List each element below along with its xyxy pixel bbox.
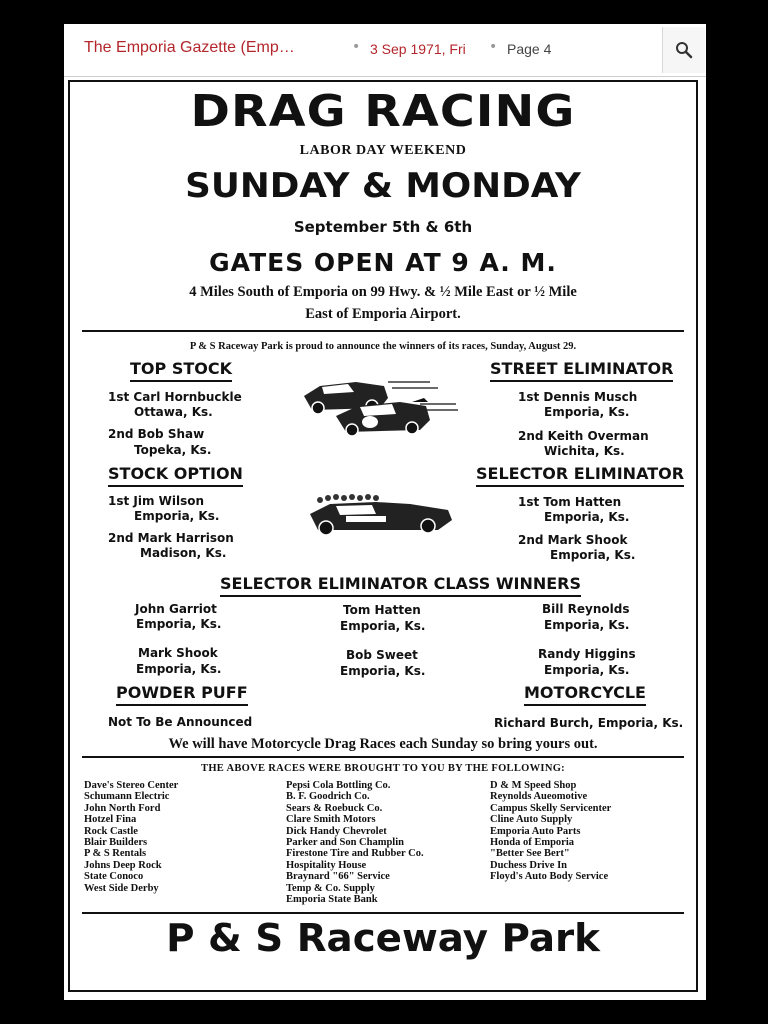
sponsors-column-3: [490, 780, 611, 883]
class-winner-town: Emporia, Ks.: [136, 617, 222, 631]
separator-dot: •: [352, 39, 361, 55]
ad-dates: September 5th & 6th: [293, 218, 473, 236]
ad-directions-1: 4 Miles South of Emporia on 99 Hwy. & ½ Mile East or ½ Mile: [189, 284, 577, 300]
class-winner-name: John Garriot: [135, 602, 217, 616]
drag-racing-ad: [78, 80, 688, 970]
sponsors-column-1: [84, 780, 178, 894]
sponsor-item: Johns Deep Rock: [84, 859, 162, 871]
sponsor-item: Floyd's Auto Body Service: [490, 871, 609, 883]
sponsor-item: Dave's Stereo Center: [84, 780, 179, 791]
sponsor-item: Emporia State Bank: [286, 893, 378, 905]
sponsor-item: Temp & Co. Supply: [286, 882, 375, 894]
sponsors-heading: THE ABOVE RACES WERE BROUGHT TO YOU BY THE FOLLOWING:: [201, 763, 565, 774]
sponsor-item: Blair Builders: [84, 836, 148, 848]
class-winner-name: Tom Hatten: [343, 603, 421, 617]
sponsor-item: State Conoco: [84, 871, 144, 883]
sponsor-item: D & M Speed Shop: [490, 780, 577, 791]
stock-option-first-name: 1st Jim Wilson: [108, 494, 205, 508]
page-number[interactable]: Page 4: [507, 41, 552, 57]
ad-gates-open: GATES OPEN AT 9 A. M.: [209, 248, 557, 277]
divider: [82, 912, 684, 914]
selector-eliminator-second-town: Emporia, Ks.: [550, 548, 636, 562]
top-stock-first-name: 1st Carl Hornbuckle: [108, 390, 242, 404]
sponsor-item: Pepsi Cola Bottling Co.: [286, 780, 391, 791]
sponsor-item: Firestone Tire and Rubber Co.: [286, 848, 424, 860]
viewer-toolbar: [64, 24, 706, 77]
ad-directions-2: East of Emporia Airport.: [305, 306, 461, 322]
divider: [82, 330, 684, 332]
sponsor-item: Campus Skelly Servicenter: [490, 802, 612, 814]
street-eliminator-second-name: 2nd Keith Overman: [518, 429, 649, 443]
street-eliminator-first-name: 1st Dennis Musch: [518, 390, 638, 404]
sponsor-item: Hospitality House: [286, 859, 367, 871]
sponsor-item: Braynard "66" Service: [286, 871, 390, 883]
sponsor-item: "Better See Bert": [490, 848, 570, 860]
stock-option-heading: STOCK OPTION: [108, 464, 243, 487]
selector-eliminator-heading: SELECTOR ELIMINATOR: [476, 464, 684, 487]
sponsor-item: Clare Smith Motors: [286, 814, 376, 826]
selector-eliminator-second-name: 2nd Mark Shook: [518, 533, 628, 547]
ad-announcement: P & S Raceway Park is proud to announce the winners of its races, Sunday, August 29.: [189, 341, 577, 352]
sponsor-item: West Side Derby: [84, 882, 159, 894]
motorcycle-note: We will have Motorcycle Drag Races each Sunday so bring yours out.: [168, 736, 598, 752]
top-stock-second-name: 2nd Bob Shaw: [108, 427, 205, 441]
race-cars-illustration: [300, 376, 460, 442]
class-winner-name: Bob Sweet: [346, 648, 418, 662]
issue-date-link[interactable]: 3 Sep 1971, Fri: [370, 41, 466, 57]
stock-option-second-town: Madison, Ks.: [140, 546, 227, 560]
stock-option-second-name: 2nd Mark Harrison: [108, 531, 234, 545]
sponsor-item: Cline Auto Supply: [490, 814, 573, 826]
top-stock-first-town: Ottawa, Ks.: [134, 405, 213, 419]
sponsor-item: Dick Handy Chevrolet: [286, 825, 387, 837]
ad-headline: DRAG RACING: [190, 86, 576, 137]
sponsor-item: Parker and Son Champlin: [286, 836, 404, 848]
class-winner-name: Randy Higgins: [538, 647, 636, 661]
sponsor-item: Honda of Emporia: [490, 836, 575, 848]
ad-days: SUNDAY & MONDAY: [185, 166, 581, 206]
street-eliminator-heading: STREET ELIMINATOR: [490, 359, 673, 382]
class-winner-town: Emporia, Ks.: [136, 662, 222, 676]
class-winners-heading: SELECTOR ELIMINATOR CLASS WINNERS: [220, 574, 581, 597]
sponsor-item: P & S Rentals: [84, 848, 147, 860]
sponsor-item: B. F. Goodrich Co.: [286, 791, 370, 803]
stock-option-first-town: Emporia, Ks.: [134, 509, 220, 523]
separator-dot: •: [489, 39, 498, 55]
sponsor-item: Rock Castle: [84, 825, 138, 837]
sponsor-item: Sears & Roebuck Co.: [286, 802, 383, 814]
selector-eliminator-first-town: Emporia, Ks.: [544, 510, 630, 524]
sponsor-item: John North Ford: [84, 802, 161, 814]
dragster-illustration: [306, 488, 456, 536]
class-winner-town: Emporia, Ks.: [544, 618, 630, 632]
class-winner-town: Emporia, Ks.: [340, 664, 426, 678]
top-stock-heading: TOP STOCK: [130, 359, 232, 382]
sponsor-item: Schumann Electric: [84, 791, 170, 803]
selector-eliminator-first-name: 1st Tom Hatten: [518, 495, 622, 509]
divider: [82, 756, 684, 758]
search-icon: [663, 27, 705, 73]
class-winner-name: Bill Reynolds: [542, 602, 630, 616]
street-eliminator-second-town: Wichita, Ks.: [544, 444, 625, 458]
powder-puff-text: Not To Be Announced: [108, 715, 253, 729]
sponsor-item: Reynolds Aueomotive: [490, 791, 588, 803]
sponsor-item: Hotzel Fina: [84, 814, 137, 826]
street-eliminator-first-town: Emporia, Ks.: [544, 405, 630, 419]
sponsor-item: Duchess Drive In: [490, 859, 568, 871]
motorcycle-heading: MOTORCYCLE: [524, 683, 646, 706]
class-winner-town: Emporia, Ks.: [544, 663, 630, 677]
powder-puff-heading: POWDER PUFF: [116, 683, 248, 706]
sponsors-column-2: [286, 780, 424, 905]
sponsor-item: Emporia Auto Parts: [490, 825, 581, 837]
ad-subhead: LABOR DAY WEEKEND: [299, 143, 467, 158]
newspaper-title-link[interactable]: The Emporia Gazette (Emp…: [84, 39, 295, 56]
motorcycle-text: Richard Burch, Emporia, Ks.: [494, 716, 684, 730]
search-button[interactable]: [662, 27, 705, 73]
class-winner-town: Emporia, Ks.: [340, 619, 426, 633]
class-winner-name: Mark Shook: [138, 646, 218, 660]
ad-footer-name: P & S Raceway Park: [166, 916, 600, 960]
top-stock-second-town: Topeka, Ks.: [134, 443, 212, 457]
